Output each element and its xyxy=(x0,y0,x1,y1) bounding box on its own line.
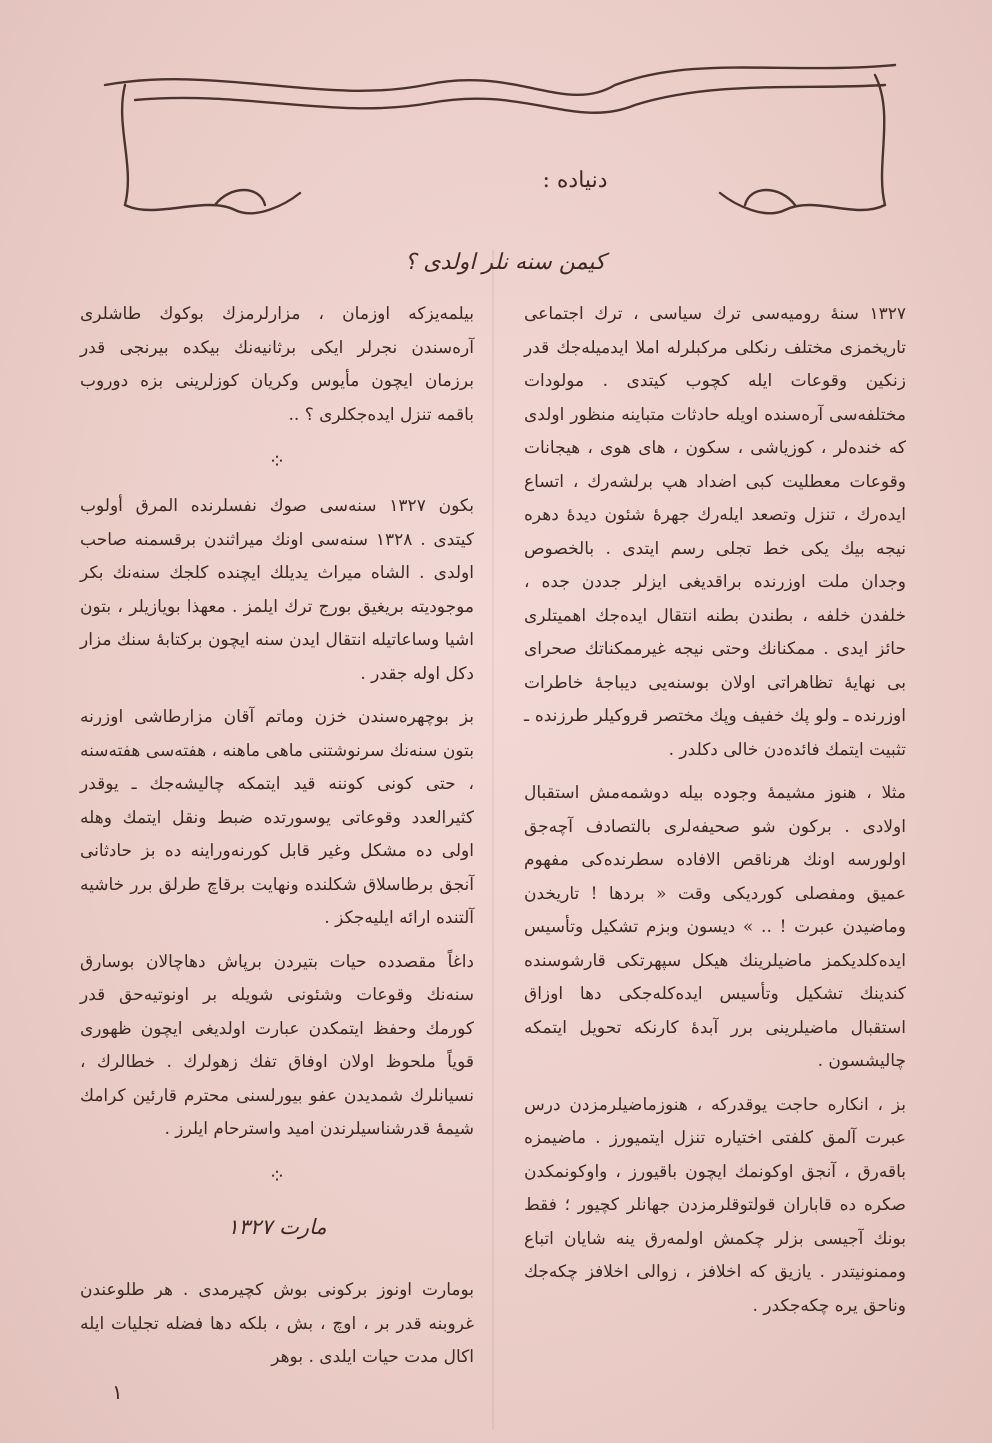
paragraph: بومارت اونوز برکونی بوش کچیرمدی . هر طلوعندن غروبنه قدر بر ، اوچ ، بش ، بلکه دها فضله تجلیات ایله اکال مدت حیات ایلدی . بوهر xyxy=(80,1280,474,1367)
ornament-right-scroll xyxy=(720,75,885,213)
section-label: دنیاده : xyxy=(542,168,608,193)
decorative-header-ornament xyxy=(95,45,905,235)
paragraph: داغاً مقصدده حیات بتیردن برپاش دهاچالان بوسارق سنه‌نك وقوعات وشئونی شویله بر اونوتیه‌حق قدر کورمك وحفظ ایتمکدن عبارت اولدیغی ایچون ظهوری قویاً ملحوظ اولان اوفاق تفك زهولرك . خطالرك ، نسیانلرك شمدیدن عفو بیورلسنی محترم قارئین کرامك شیمهٔ قدرشناسیلرندن امید واسترحام ایلرز . xyxy=(80,951,474,1139)
ornament-left-scroll xyxy=(122,85,300,213)
article-title: کیمن سنه نلر اولدی ؟ xyxy=(404,250,606,275)
ornament-top-swirl xyxy=(105,65,895,95)
left-column xyxy=(80,298,474,1385)
ornament-right-curl xyxy=(745,190,795,205)
page-number: ۱ xyxy=(112,1380,123,1404)
column-gutter xyxy=(492,250,494,1430)
paragraph: بز بوچهره‌سندن خزن وماتم آقان مزارطاشی اوزرنه بتون سنه‌نك سرنوشتنی ماهی ماهنه ، هفته‌سی هفته‌سنه ، حتی کونی کوننه قید ایتمکه چالیشه‌جك ـ یوقدر کثیرالعدد وقوعاتی یوسورتده ضبط ونقل ایتمك وهله اولی ده مشکل وغیر قابل کورنه‌وراینه ده بز حادثانی آنجق برطاسلاق شکلنده ونهایت برقاچ طرلق برر خاشیه آلتنده ارائه ایلیه‌جکز . xyxy=(80,707,474,928)
right-column xyxy=(524,298,906,1333)
month-subheading: مارت ۱۳۲۷ xyxy=(227,1214,327,1239)
separator-dots: ⁘ xyxy=(268,449,286,473)
separator-dots: ⁘ xyxy=(268,1163,286,1188)
ornament-left-curl xyxy=(215,190,265,205)
paragraph: ۱۳۲۷ سنهٔ رومیه‌سی ترك سیاسی ، ترك اجتماعی تاریخمزی مختلف رنکلی مرکبلرله املا ایدمیله‌جك قدر زنکین وقوعات ایله کچوب کیتدی . مولودات مختلفه‌سی آره‌سنده اویله حادثات متباینه منظور اولدی که خنده‌لر ، کوزیاشی ، سکون ، های هوی ، هیجانات وقوعات معطلیت کبی اضداد هپ برلشه‌رك ، اتساع ایده‌رك ، تنزل وتصعد ایله‌رك جهرهٔ شئون دیدهٔ دهره نیجه بیك یکی خط تجلی رسم ایتدی . بالخصوص وجدان ملت اوزرنده براقدیغی ایزلر جددن جده ، خلفدن خلفه ، بطندن بطنه انتقال ایده‌جك اهمیتلری حائز ایدی . ممکنانك وحتی نیجه غیرممکناتك صحرای بی نهایهٔ تظاهراتی اولان بوسنه‌یی دیباجهٔ خاطرات اوزرنده ـ ولو پك خفیف وپك مختصر قروکیلر طرزنده ـ تثبیت ایتمك فائده‌دن خالی دکلدر . xyxy=(524,304,906,760)
paragraph: بز ، انکاره حاجت یوقدرکه ، هنوزماضیلرمزدن درس عبرت آلمق کلفتی اختیاره تنزل ایتمیورز . ماضیمزه باقه‌رق ، آنجق اوکونمك ایچون باقیورز ، واوکونمکدن صکره ده قاباران قولتوقلرمزدن جهانلر کچیور ؛ فقط بونك آجیسی بزلر چکمش اولمه‌رق ینه شایان اتباع وممنونیتدر . یازیق که اخلافز ، زوالی اخلافز چکه‌جك وناحق یره چکه‌جکدر . xyxy=(524,1094,906,1316)
paragraph: بیلمه‌یزکه اوزمان ، مزارلرمزك بوکوك طاشلری آره‌سندن نجرلر ایکی برثانیه‌نك بیکده بیرنجی قدر برزمان ایچون مأیوس وکریان کوزلرینی بزه دوروب باقمه تنزل ایده‌جکلری ؟ .. xyxy=(80,304,474,425)
ornament-top-swirl-inner xyxy=(135,85,885,113)
paragraph: مثلا ، هنوز مشیمهٔ وجوده بیله دوشمه‌مش استقبال اولادی . برکون شو صحیفه‌لری بالتصادف آچه‌جق اولورسه اونك هرناقص الافاده سطرنده‌کی مفهوم عمیق ومفصلی کوردیکی وقت « بردها ! تاریخدن وماضیدن عبرت ! .. » دیسون وبزم تشکیل وتأسیس ایده‌کلدیکمز ماضیلرینك هیکل سپهرتکی قارشوسنده کندینك تشکیل وتأسیس ایده‌کله‌جکی دها اوزاق استقبال ماضیلرینی برر آبدهٔ کارنکه تحویل ایتمکه چالیشسون . xyxy=(524,783,906,1071)
paragraph: بکون ۱۳۲۷ سنه‌سی صوك نفسلرنده المرق أولوب کیتدی . ۱۳۲۸ سنه‌سی اونك میراثندن برقسمنه صاحب اولدی . الشاه میراث یدیلك ایچنده کلجك سنه‌نك بکر موجودیته بریغیق بورج ترك ایلمز . معهذا بویازیلر ، بتون اشیا وساعاتیله انتقال ایدن سنه ایچون برکتابهٔ سنك مزار دکل اوله جقدر . xyxy=(80,496,475,684)
